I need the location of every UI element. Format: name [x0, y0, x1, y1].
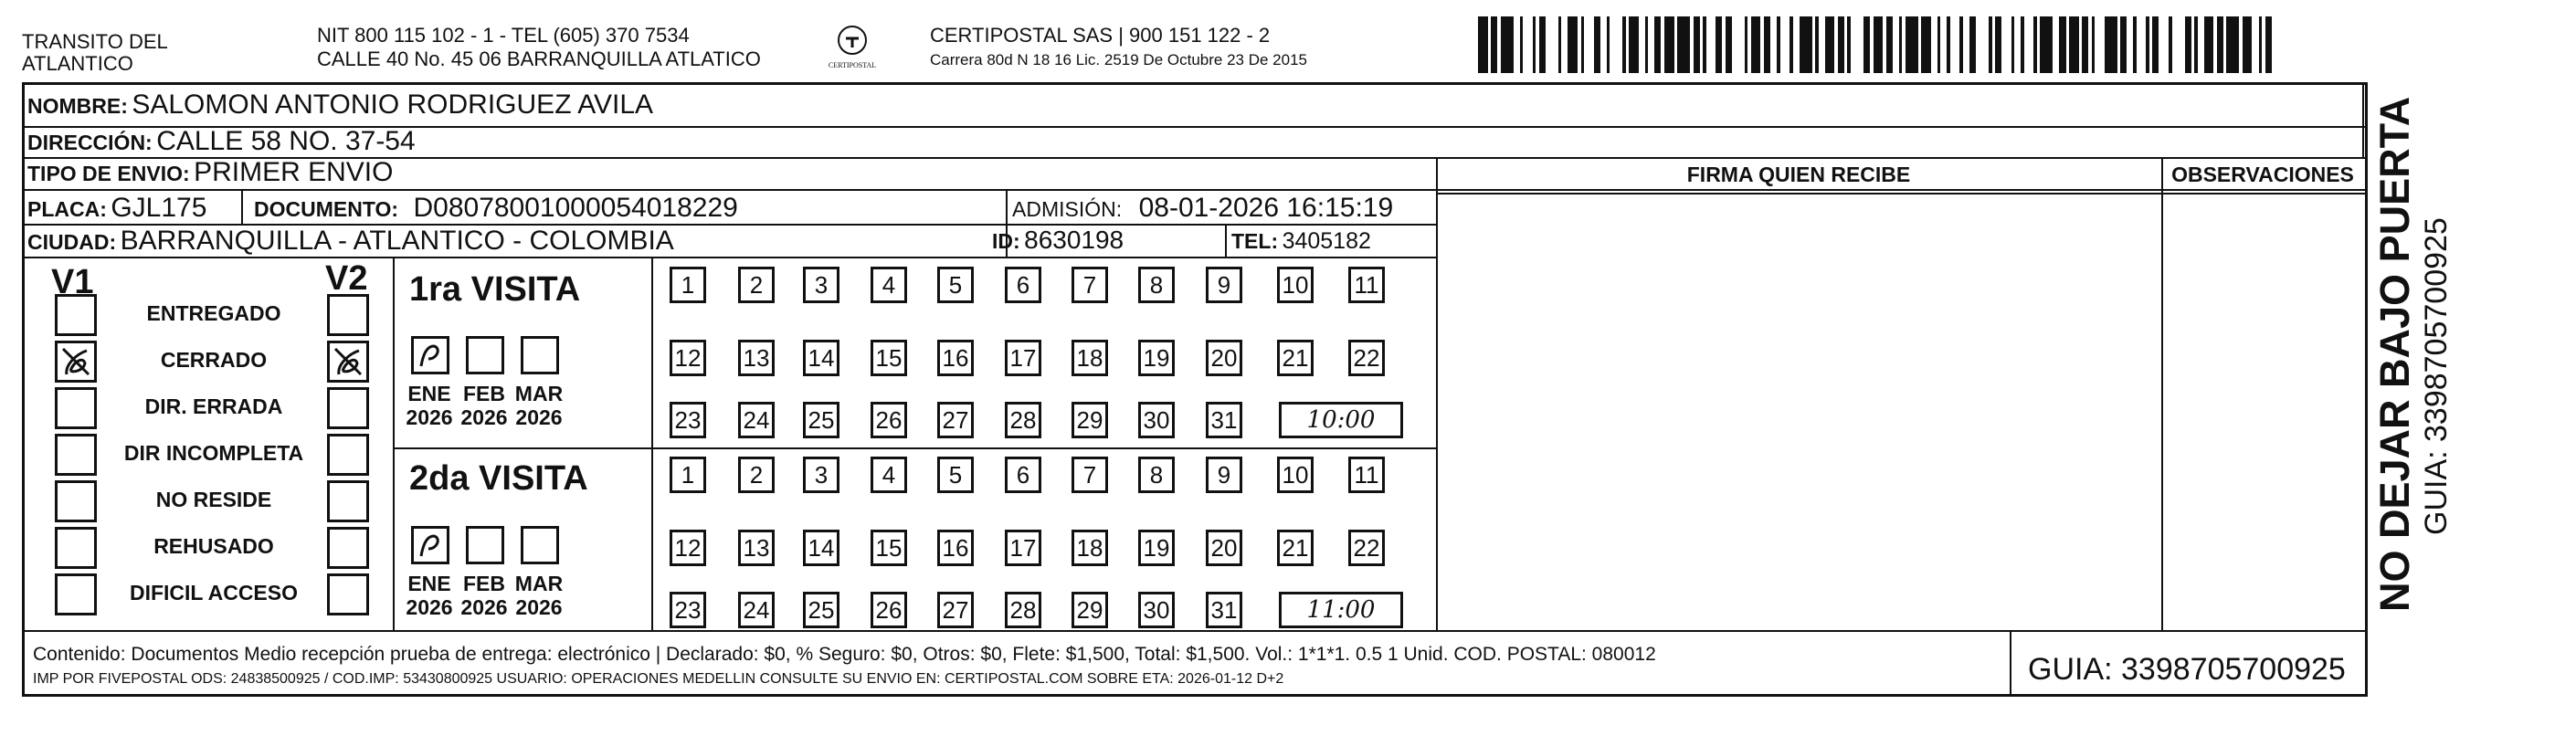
ciudad-value: BARRANQUILLA - ATLANTICO - COLOMBIA [120, 226, 674, 256]
month-label: MAR 2026 [514, 572, 564, 619]
barcode-bar [2243, 16, 2253, 73]
day-box[interactable]: 9 [1206, 267, 1242, 303]
day-box[interactable]: 22 [1348, 530, 1385, 566]
barcode-bar [2014, 16, 2021, 73]
day-box[interactable]: 11 [1348, 457, 1385, 493]
v1-checkbox[interactable] [55, 480, 97, 522]
day-box[interactable]: 21 [1277, 340, 1314, 376]
barcode-bar [1838, 16, 1844, 73]
barcode-bar [1886, 16, 1893, 73]
barcode-bar [1851, 16, 1863, 73]
footer-guia: GUIA: 3398705700925 [2028, 652, 2346, 687]
barcode-bar [2053, 16, 2059, 73]
barcode-bar [1764, 16, 1770, 73]
day-box[interactable]: 19 [1138, 530, 1175, 566]
month-label: ENE 2026 [406, 572, 453, 619]
barcode-bar [2001, 16, 2011, 73]
contenido-text: Contenido: Documentos Medio recepción prueba de entrega: electrónico | Declarado: $0, % Seguro: $0, Otros: $0, Flete: $1,500, Total: $1,500. Vol.: 1*1*1. 0.5 1 Unid. COD. POSTAL: 080012 [33, 644, 1656, 665]
day-box[interactable]: 4 [871, 267, 907, 303]
status-label: DIR. ERRADA [144, 394, 283, 418]
barcode-bar [1726, 16, 1732, 73]
day-box[interactable]: 10 [1277, 457, 1314, 493]
day-box[interactable]: 30 [1138, 592, 1175, 628]
id-label: ID: [992, 229, 1020, 253]
barcode-bar [2105, 16, 2117, 73]
barcode-bar [2024, 16, 2034, 73]
status-label: REHUSADO [153, 534, 274, 558]
nit-line: NIT 800 115 102 - 1 - TEL (605) 370 7534 [317, 24, 690, 47]
barcode-bar [2082, 16, 2088, 73]
v1-checkbox[interactable] [55, 434, 97, 476]
day-box[interactable]: 16 [937, 530, 974, 566]
status-label: DIFICIL ACCESO [129, 581, 298, 605]
ciudad-cell [27, 226, 674, 257]
barcode-bar [2226, 16, 2239, 73]
barcode-bar [1654, 16, 1661, 73]
day-box[interactable]: 11 [1348, 267, 1385, 303]
barcode-bar [2198, 16, 2204, 73]
day-box[interactable]: 17 [1005, 340, 1041, 376]
barcode-bar [1584, 16, 1594, 73]
day-box[interactable]: 19 [1138, 340, 1175, 376]
admision-value: 08-01-2026 16:15:19 [1138, 193, 1394, 223]
direccion-value: CALLE 58 NO. 37-54 [156, 126, 416, 156]
day-box[interactable]: 20 [1206, 530, 1242, 566]
firma-header: FIRMA QUIEN RECIBE [1686, 163, 1911, 186]
status-label: ENTREGADO [146, 301, 281, 325]
barcode-bar [2127, 16, 2133, 73]
month-checkbox[interactable] [521, 526, 559, 564]
tipo-label: TIPO DE ENVIO: [27, 162, 190, 185]
barcode-bar [1610, 16, 1622, 73]
day-box[interactable]: 3 [803, 267, 839, 303]
day-box[interactable]: 6 [1005, 267, 1041, 303]
handwritten-mark-icon [414, 339, 447, 372]
month-label: FEB 2026 [460, 382, 508, 429]
admision-label: ADMISIÓN: [1012, 197, 1123, 221]
barcode-bar [2252, 16, 2258, 73]
barcode-bar [1648, 16, 1654, 73]
barcode-bar [1874, 16, 1884, 73]
handwritten-time: 11:00 [1279, 592, 1403, 628]
day-box[interactable]: 18 [1072, 530, 1108, 566]
day-box[interactable]: 23 [670, 402, 706, 438]
day-box[interactable]: 2 [738, 457, 775, 493]
day-box[interactable]: 27 [937, 592, 974, 628]
barcode-bar [1906, 16, 1918, 73]
day-box[interactable]: 21 [1277, 530, 1314, 566]
day-box[interactable]: 25 [803, 592, 839, 628]
handwritten-mark-icon [330, 343, 366, 380]
v1-checkbox[interactable] [55, 573, 97, 615]
day-box[interactable]: 12 [670, 530, 706, 566]
barcode-bar [1921, 16, 1931, 73]
barcode-bar [1523, 16, 1533, 73]
barcode-bar [1706, 16, 1716, 73]
v2-checkbox[interactable] [327, 341, 369, 383]
placa-cell [27, 193, 206, 224]
day-box[interactable]: 2 [738, 267, 775, 303]
day-box[interactable]: 23 [670, 592, 706, 628]
barcode-bar [2204, 16, 2214, 73]
side-guia: GUIA: 3398705700925 [2419, 217, 2454, 535]
status-label: DIR INCOMPLETA [123, 441, 304, 465]
barcode-bar [1770, 16, 1777, 73]
barcode-bar [1568, 16, 1578, 73]
month-checkbox[interactable] [411, 526, 449, 564]
visit-2-title: 2da VISITA [409, 459, 588, 498]
month-checkbox[interactable] [466, 526, 504, 564]
day-box[interactable]: 31 [1206, 402, 1242, 438]
license-line: Carrera 80d N 18 16 Lic. 2519 De Octubre 23 De 2015 [930, 51, 1307, 68]
v1-checkbox[interactable] [55, 527, 97, 569]
barcode-bar [2069, 16, 2079, 73]
barcode-bar [2185, 16, 2191, 73]
barcode-bar [1600, 16, 1607, 73]
day-box[interactable]: 15 [871, 340, 907, 376]
direccion-row [27, 126, 416, 157]
day-box[interactable]: 29 [1072, 592, 1108, 628]
barcode-bar [1863, 16, 1870, 73]
month-checkbox[interactable] [411, 336, 449, 374]
day-box[interactable]: 27 [937, 402, 974, 438]
barcode-bar [1664, 16, 1674, 73]
day-box[interactable]: 16 [937, 340, 974, 376]
observaciones-header: OBSERVACIONES [2171, 163, 2354, 186]
day-box[interactable]: 3 [803, 457, 839, 493]
day-box[interactable]: 25 [803, 402, 839, 438]
barcode-bar [1629, 16, 1639, 73]
imp-text: IMP POR FIVEPOSTAL ODS: 24838500925 / COD.IMP: 53430800925 USUARIO: OPERACIONES MEDELLIN CONSULTE SU ENVIO EN: CERTIPOSTAL.COM SOBRE ETA: 2026-01-12 D+2 [33, 671, 1284, 687]
barcode-bar [1639, 16, 1645, 73]
day-box[interactable]: 7 [1072, 267, 1108, 303]
nombre-row [27, 89, 653, 121]
ciudad-label: CIUDAD: [27, 230, 117, 254]
barcode-bar [1716, 16, 1722, 73]
handwritten-time: 10:00 [1279, 402, 1403, 438]
barcode-bar [2137, 16, 2147, 73]
barcode-bar [2059, 16, 2065, 73]
v2-checkbox[interactable] [327, 480, 369, 522]
v1-checkbox[interactable] [55, 294, 97, 336]
day-box[interactable]: 26 [871, 592, 907, 628]
day-box[interactable]: 10 [1277, 267, 1314, 303]
v2-label: V2 [325, 259, 368, 298]
barcode-bar [1561, 16, 1568, 73]
day-box[interactable]: 13 [738, 530, 775, 566]
barcode-bar [1893, 16, 1899, 73]
day-box[interactable]: 30 [1138, 402, 1175, 438]
day-box[interactable]: 24 [738, 402, 775, 438]
tel-cell [1231, 228, 1371, 255]
month-checkbox[interactable] [466, 336, 504, 374]
id-value: 8630198 [1024, 226, 1124, 254]
barcode-bar [2272, 16, 2282, 73]
barcode-bar [2095, 16, 2105, 73]
v1-label: V1 [51, 263, 94, 301]
admision-cell [1012, 193, 1393, 224]
tipo-row [27, 157, 393, 188]
address-line: CALLE 40 No. 45 06 BARRANQUILLA ATLATICO [317, 47, 761, 70]
id-cell [992, 226, 1124, 255]
day-box[interactable]: 8 [1138, 267, 1175, 303]
nombre-label: NOMBRE: [27, 94, 128, 118]
barcode-bar [1950, 16, 1960, 73]
barcode [1478, 16, 2282, 73]
day-box[interactable]: 17 [1005, 530, 1041, 566]
documento-value: D08078001000054018229 [413, 193, 738, 223]
day-box[interactable]: 15 [871, 530, 907, 566]
barcode-bar [1594, 16, 1600, 73]
barcode-bar [1514, 16, 1520, 73]
direccion-label: DIRECCIÓN: [27, 131, 153, 154]
day-box[interactable]: 24 [738, 592, 775, 628]
barcode-bar [1501, 16, 1514, 73]
day-box[interactable]: 6 [1005, 457, 1041, 493]
visit-1-title: 1ra VISITA [409, 270, 581, 309]
v2-checkbox[interactable] [327, 573, 369, 615]
day-box[interactable]: 28 [1005, 402, 1041, 438]
barcode-bar [1825, 16, 1835, 73]
day-box[interactable]: 5 [937, 457, 974, 493]
month-checkbox[interactable] [521, 336, 559, 374]
day-box[interactable]: 29 [1072, 402, 1108, 438]
barcode-bar [1940, 16, 1947, 73]
barcode-bar [1677, 16, 1690, 73]
day-box[interactable]: 8 [1138, 457, 1175, 493]
day-box[interactable]: 31 [1206, 592, 1242, 628]
v2-checkbox[interactable] [327, 387, 369, 429]
documento-label: DOCUMENTO: [254, 197, 399, 221]
company-line: CERTIPOSTAL SAS | 900 151 122 - 2 [930, 24, 1271, 47]
handwritten-mark-icon [414, 529, 447, 562]
barcode-bar [1963, 16, 1969, 73]
barcode-bar [1732, 16, 1745, 73]
certipostal-logo: CERTIPOSTAL [816, 24, 889, 71]
day-box[interactable]: 5 [937, 267, 974, 303]
day-box[interactable]: 20 [1206, 340, 1242, 376]
barcode-bar [1546, 16, 1558, 73]
barcode-bar [2217, 16, 2223, 73]
nombre-value: SALOMON ANTONIO RODRIGUEZ AVILA [132, 89, 654, 120]
handwritten-mark-icon [58, 343, 94, 380]
barcode-bar [1780, 16, 1790, 73]
placa-label: PLACA: [27, 197, 107, 221]
day-box[interactable]: 7 [1072, 457, 1108, 493]
day-box[interactable]: 4 [871, 457, 907, 493]
month-label: ENE 2026 [406, 382, 453, 429]
barcode-bar [2152, 16, 2159, 73]
no-dejar-bajo-puerta: NO DEJAR BAJO PUERTA [2371, 96, 2418, 612]
barcode-bar [1491, 16, 1497, 73]
barcode-bar [1976, 16, 1989, 73]
barcode-bar [1819, 16, 1825, 73]
day-box[interactable]: 9 [1206, 457, 1242, 493]
day-box[interactable]: 1 [670, 457, 706, 493]
v2-checkbox[interactable] [327, 294, 369, 336]
barcode-bar [2265, 16, 2272, 73]
status-label: CERRADO [160, 348, 268, 372]
tipo-value: PRIMER ENVIO [194, 157, 394, 187]
day-box[interactable]: 14 [803, 340, 839, 376]
day-box[interactable]: 12 [670, 340, 706, 376]
barcode-bar [1793, 16, 1800, 73]
day-box[interactable]: 14 [803, 530, 839, 566]
day-box[interactable]: 28 [1005, 592, 1041, 628]
v2-checkbox[interactable] [327, 527, 369, 569]
v1-checkbox[interactable] [55, 341, 97, 383]
barcode-bar [2159, 16, 2169, 73]
tel-value: 3405182 [1282, 228, 1371, 254]
barcode-bar [2120, 16, 2127, 73]
v1-checkbox[interactable] [55, 387, 97, 429]
sender-name: TRANSITO DEL ATLANTICO [22, 30, 168, 75]
barcode-bar [1969, 16, 1976, 73]
day-box[interactable]: 22 [1348, 340, 1385, 376]
day-box[interactable]: 13 [738, 340, 775, 376]
barcode-bar [1478, 16, 1488, 73]
day-box[interactable]: 18 [1072, 340, 1108, 376]
status-label: NO RESIDE [155, 488, 272, 511]
barcode-bar [1751, 16, 1761, 73]
barcode-bar [2040, 16, 2053, 73]
v2-checkbox[interactable] [327, 434, 369, 476]
logo-icon [836, 24, 869, 57]
documento-cell [254, 193, 738, 224]
barcode-bar [1539, 16, 1546, 73]
barcode-bar [1995, 16, 2001, 73]
tel-label: TEL: [1231, 229, 1279, 253]
barcode-bar [1931, 16, 1937, 73]
placa-value: GJL175 [111, 193, 207, 223]
day-box[interactable]: 1 [670, 267, 706, 303]
month-label: FEB 2026 [460, 572, 508, 619]
day-box[interactable]: 26 [871, 402, 907, 438]
barcode-bar [1800, 16, 1812, 73]
barcode-bar [1694, 16, 1700, 73]
barcode-bar [2172, 16, 2185, 73]
month-label: MAR 2026 [514, 382, 564, 429]
